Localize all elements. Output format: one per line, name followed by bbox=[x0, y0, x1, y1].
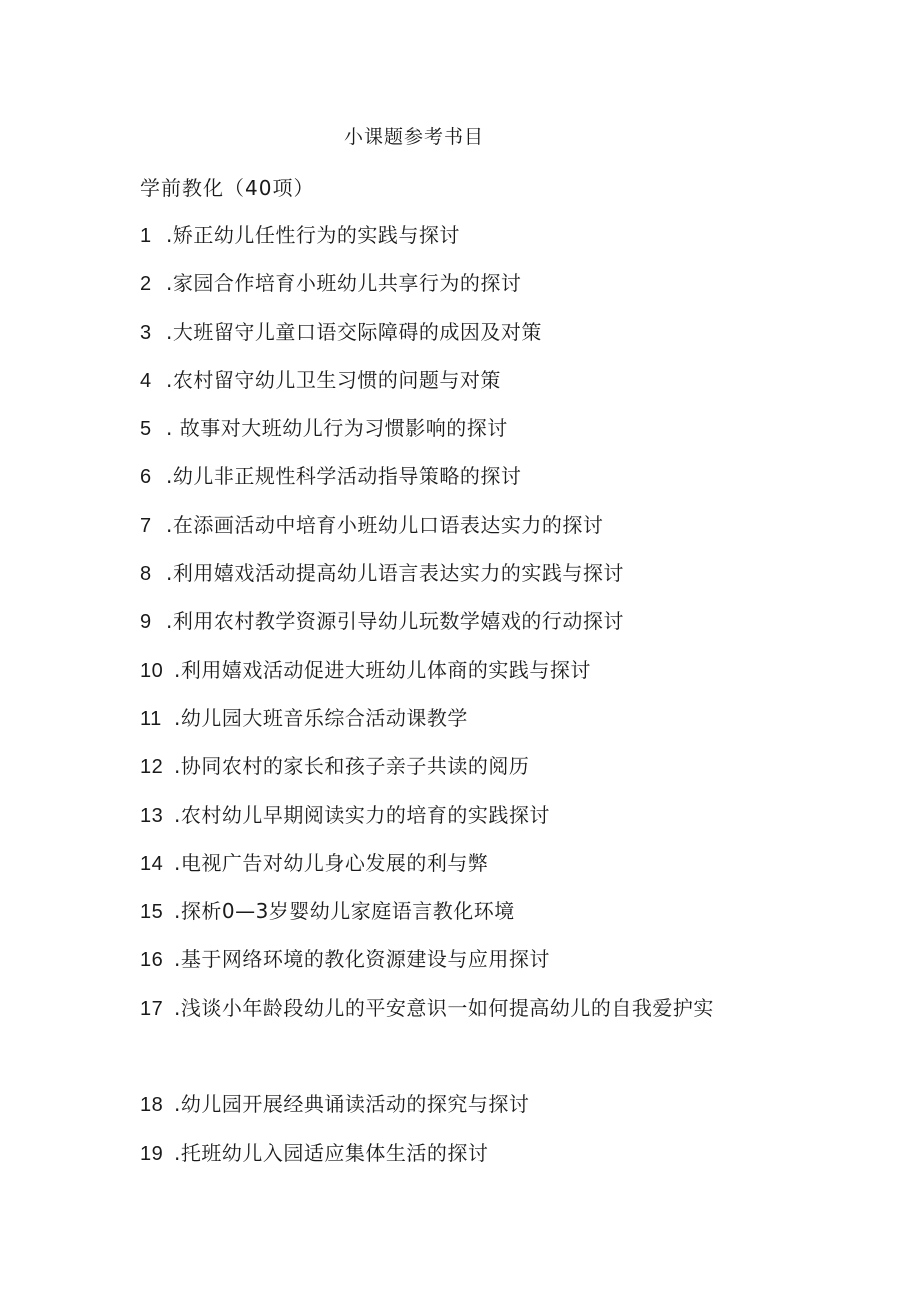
list-item bbox=[140, 1138, 860, 1186]
list-item bbox=[140, 848, 860, 896]
item-text: .家园合作培育小班幼儿共享行为的探讨 bbox=[166, 271, 522, 296]
list-item bbox=[140, 413, 860, 461]
item-number: 2 bbox=[140, 273, 152, 296]
item-text: .大班留守儿童口语交际障碍的成因及对策 bbox=[166, 319, 542, 344]
item-text: .在添画活动中培育小班幼儿口语表达实力的探讨 bbox=[166, 512, 604, 537]
item-text: .利用农村教学资源引导幼儿玩数学嬉戏的行动探讨 bbox=[166, 609, 624, 634]
item-text: .协同农村的家长和孩子亲子共读的阅历 bbox=[174, 754, 530, 779]
list-item bbox=[140, 317, 860, 365]
item-number: 8 bbox=[140, 563, 152, 586]
item-number: 17 bbox=[140, 997, 164, 1020]
item-text: .托班幼儿入园适应集体生活的探讨 bbox=[174, 1140, 489, 1165]
list-item bbox=[140, 800, 860, 848]
item-number: 14 bbox=[140, 852, 164, 875]
section-heading: 学前教化（40项） bbox=[140, 176, 315, 200]
list-item bbox=[140, 751, 860, 799]
item-text: .幼儿园大班音乐综合活动课教学 bbox=[174, 705, 468, 730]
item-number: 3 bbox=[140, 321, 152, 344]
item-text: .利用嬉戏活动促进大班幼儿体商的实践与探讨 bbox=[174, 657, 591, 682]
item-text: .农村留守幼儿卫生习惯的问题与对策 bbox=[166, 367, 501, 392]
list-item bbox=[140, 510, 860, 558]
list-item bbox=[140, 220, 860, 268]
item-number: 16 bbox=[140, 949, 164, 972]
item-text: .电视广告对幼儿身心发展的利与弊 bbox=[174, 850, 489, 875]
item-number: 7 bbox=[140, 514, 152, 537]
item-number: 19 bbox=[140, 1142, 164, 1165]
item-number: 5 bbox=[140, 418, 152, 441]
document-title: 小课题参考书目 bbox=[343, 126, 484, 148]
item-text: .幼儿非正规性科学活动指导策略的探讨 bbox=[166, 464, 522, 489]
item-text: .幼儿园开展经典诵读活动的探究与探讨 bbox=[174, 1092, 530, 1117]
item-number: 1 bbox=[140, 225, 152, 247]
item-number: 9 bbox=[140, 611, 152, 634]
list-item bbox=[140, 993, 860, 1090]
item-number: 13 bbox=[140, 804, 164, 827]
item-text: .农村幼儿早期阅读实力的培育的实践探讨 bbox=[174, 802, 550, 827]
item-number: 11 bbox=[140, 707, 162, 730]
list-item bbox=[140, 655, 860, 703]
list-item bbox=[140, 558, 860, 606]
item-number: 18 bbox=[140, 1094, 164, 1117]
list-item bbox=[140, 461, 860, 509]
list-item bbox=[140, 365, 860, 413]
item-number: 6 bbox=[140, 466, 152, 489]
item-number: 10 bbox=[140, 659, 164, 682]
list-item bbox=[140, 944, 860, 992]
item-text: .探析0—3岁婴幼儿家庭语言教化环境 bbox=[174, 899, 515, 924]
item-text: .基于网络环境的教化资源建设与应用探讨 bbox=[174, 947, 550, 972]
list-item bbox=[140, 1089, 860, 1137]
item-text: .矫正幼儿任性行为的实践与探讨 bbox=[166, 223, 460, 247]
list-item bbox=[140, 703, 860, 751]
item-text: . 故事对大班幼儿行为习惯影响的探讨 bbox=[166, 416, 508, 441]
item-text: .利用嬉戏活动提高幼儿语言表达实力的实践与探讨 bbox=[166, 561, 624, 586]
list-item bbox=[140, 896, 860, 944]
list-item bbox=[140, 606, 860, 654]
item-number: 12 bbox=[140, 756, 164, 779]
item-number: 15 bbox=[140, 901, 164, 924]
list-item bbox=[140, 268, 860, 316]
topic-list bbox=[140, 220, 860, 1186]
item-text: .浅谈小年龄段幼儿的平安意识一如何提高幼儿的自我爱护实 bbox=[174, 995, 714, 1020]
item-number: 4 bbox=[140, 369, 152, 392]
